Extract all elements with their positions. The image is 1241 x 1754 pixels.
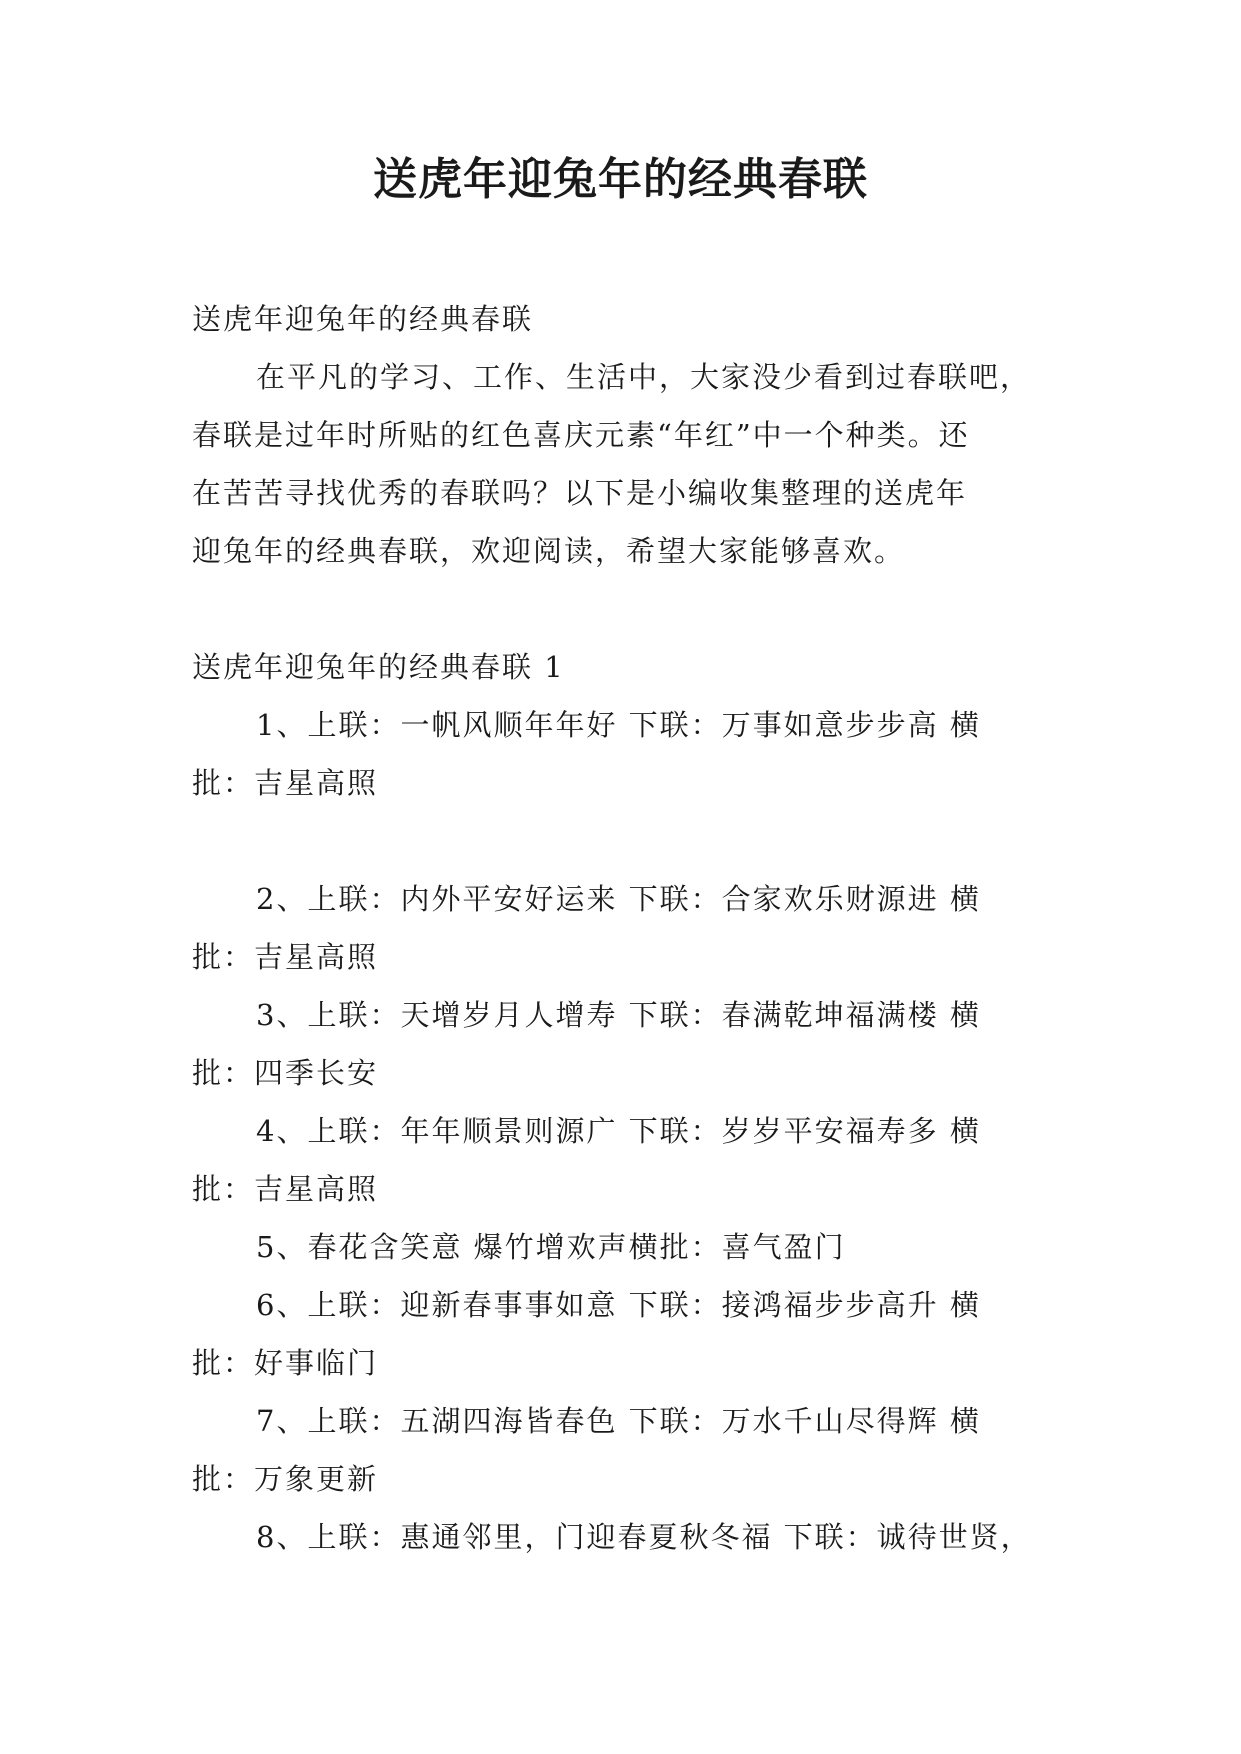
- paragraph-spacer: [192, 580, 1052, 638]
- couplet-line: 5、春花含笑意 爆竹增欢声横批：喜气盈门: [256, 1230, 846, 1264]
- intro-line: 在平凡的学习、工作、生活中，大家没少看到过春联吧，: [256, 360, 1032, 394]
- intro-line: 迎兔年的经典春联，欢迎阅读，希望大家能够喜欢。: [192, 534, 906, 568]
- couplet-line: 6、上联：迎新春事事如意 下联：接鸿福步步高升 横: [256, 1288, 981, 1322]
- document-title: 送虎年迎兔年的经典春联: [373, 154, 868, 205]
- couplet-line: 1、上联：一帆风顺年年好 下联：万事如意步步高 横: [256, 708, 981, 742]
- couplet-line: 批：吉星高照: [192, 1172, 379, 1206]
- intro-line: 在苦苦寻找优秀的春联吗？以下是小编收集整理的送虎年: [192, 476, 968, 510]
- couplet-line: 2、上联：内外平安好运来 下联：合家欢乐财源进 横: [256, 882, 981, 916]
- couplet-line: 3、上联：天增岁月人增寿 下联：春满乾坤福满楼 横: [256, 998, 981, 1032]
- couplet-line: 4、上联：年年顺景则源广 下联：岁岁平安福寿多 横: [256, 1114, 981, 1148]
- couplet-line: 批：吉星高照: [192, 940, 379, 974]
- intro-line: 春联是过年时所贴的红色喜庆元素“年红”中一个种类。还: [192, 418, 970, 452]
- couplet-line: 批：四季长安: [192, 1056, 379, 1090]
- couplet-line: 7、上联：五湖四海皆春色 下联：万水千山尽得辉 横: [256, 1404, 981, 1438]
- couplet-line: 批：万象更新: [192, 1462, 379, 1496]
- couplet-line: 批：吉星高照: [192, 766, 379, 800]
- couplet-line: 批：好事临门: [192, 1346, 379, 1380]
- subtitle: 送虎年迎兔年的经典春联: [192, 302, 534, 336]
- couplet-line: 8、上联：惠通邻里，门迎春夏秋冬福 下联：诚待世贤，: [256, 1520, 1032, 1554]
- section-heading: 送虎年迎兔年的经典春联 1: [192, 650, 565, 684]
- paragraph-spacer: [192, 812, 1052, 870]
- document-body: [192, 290, 1052, 1566]
